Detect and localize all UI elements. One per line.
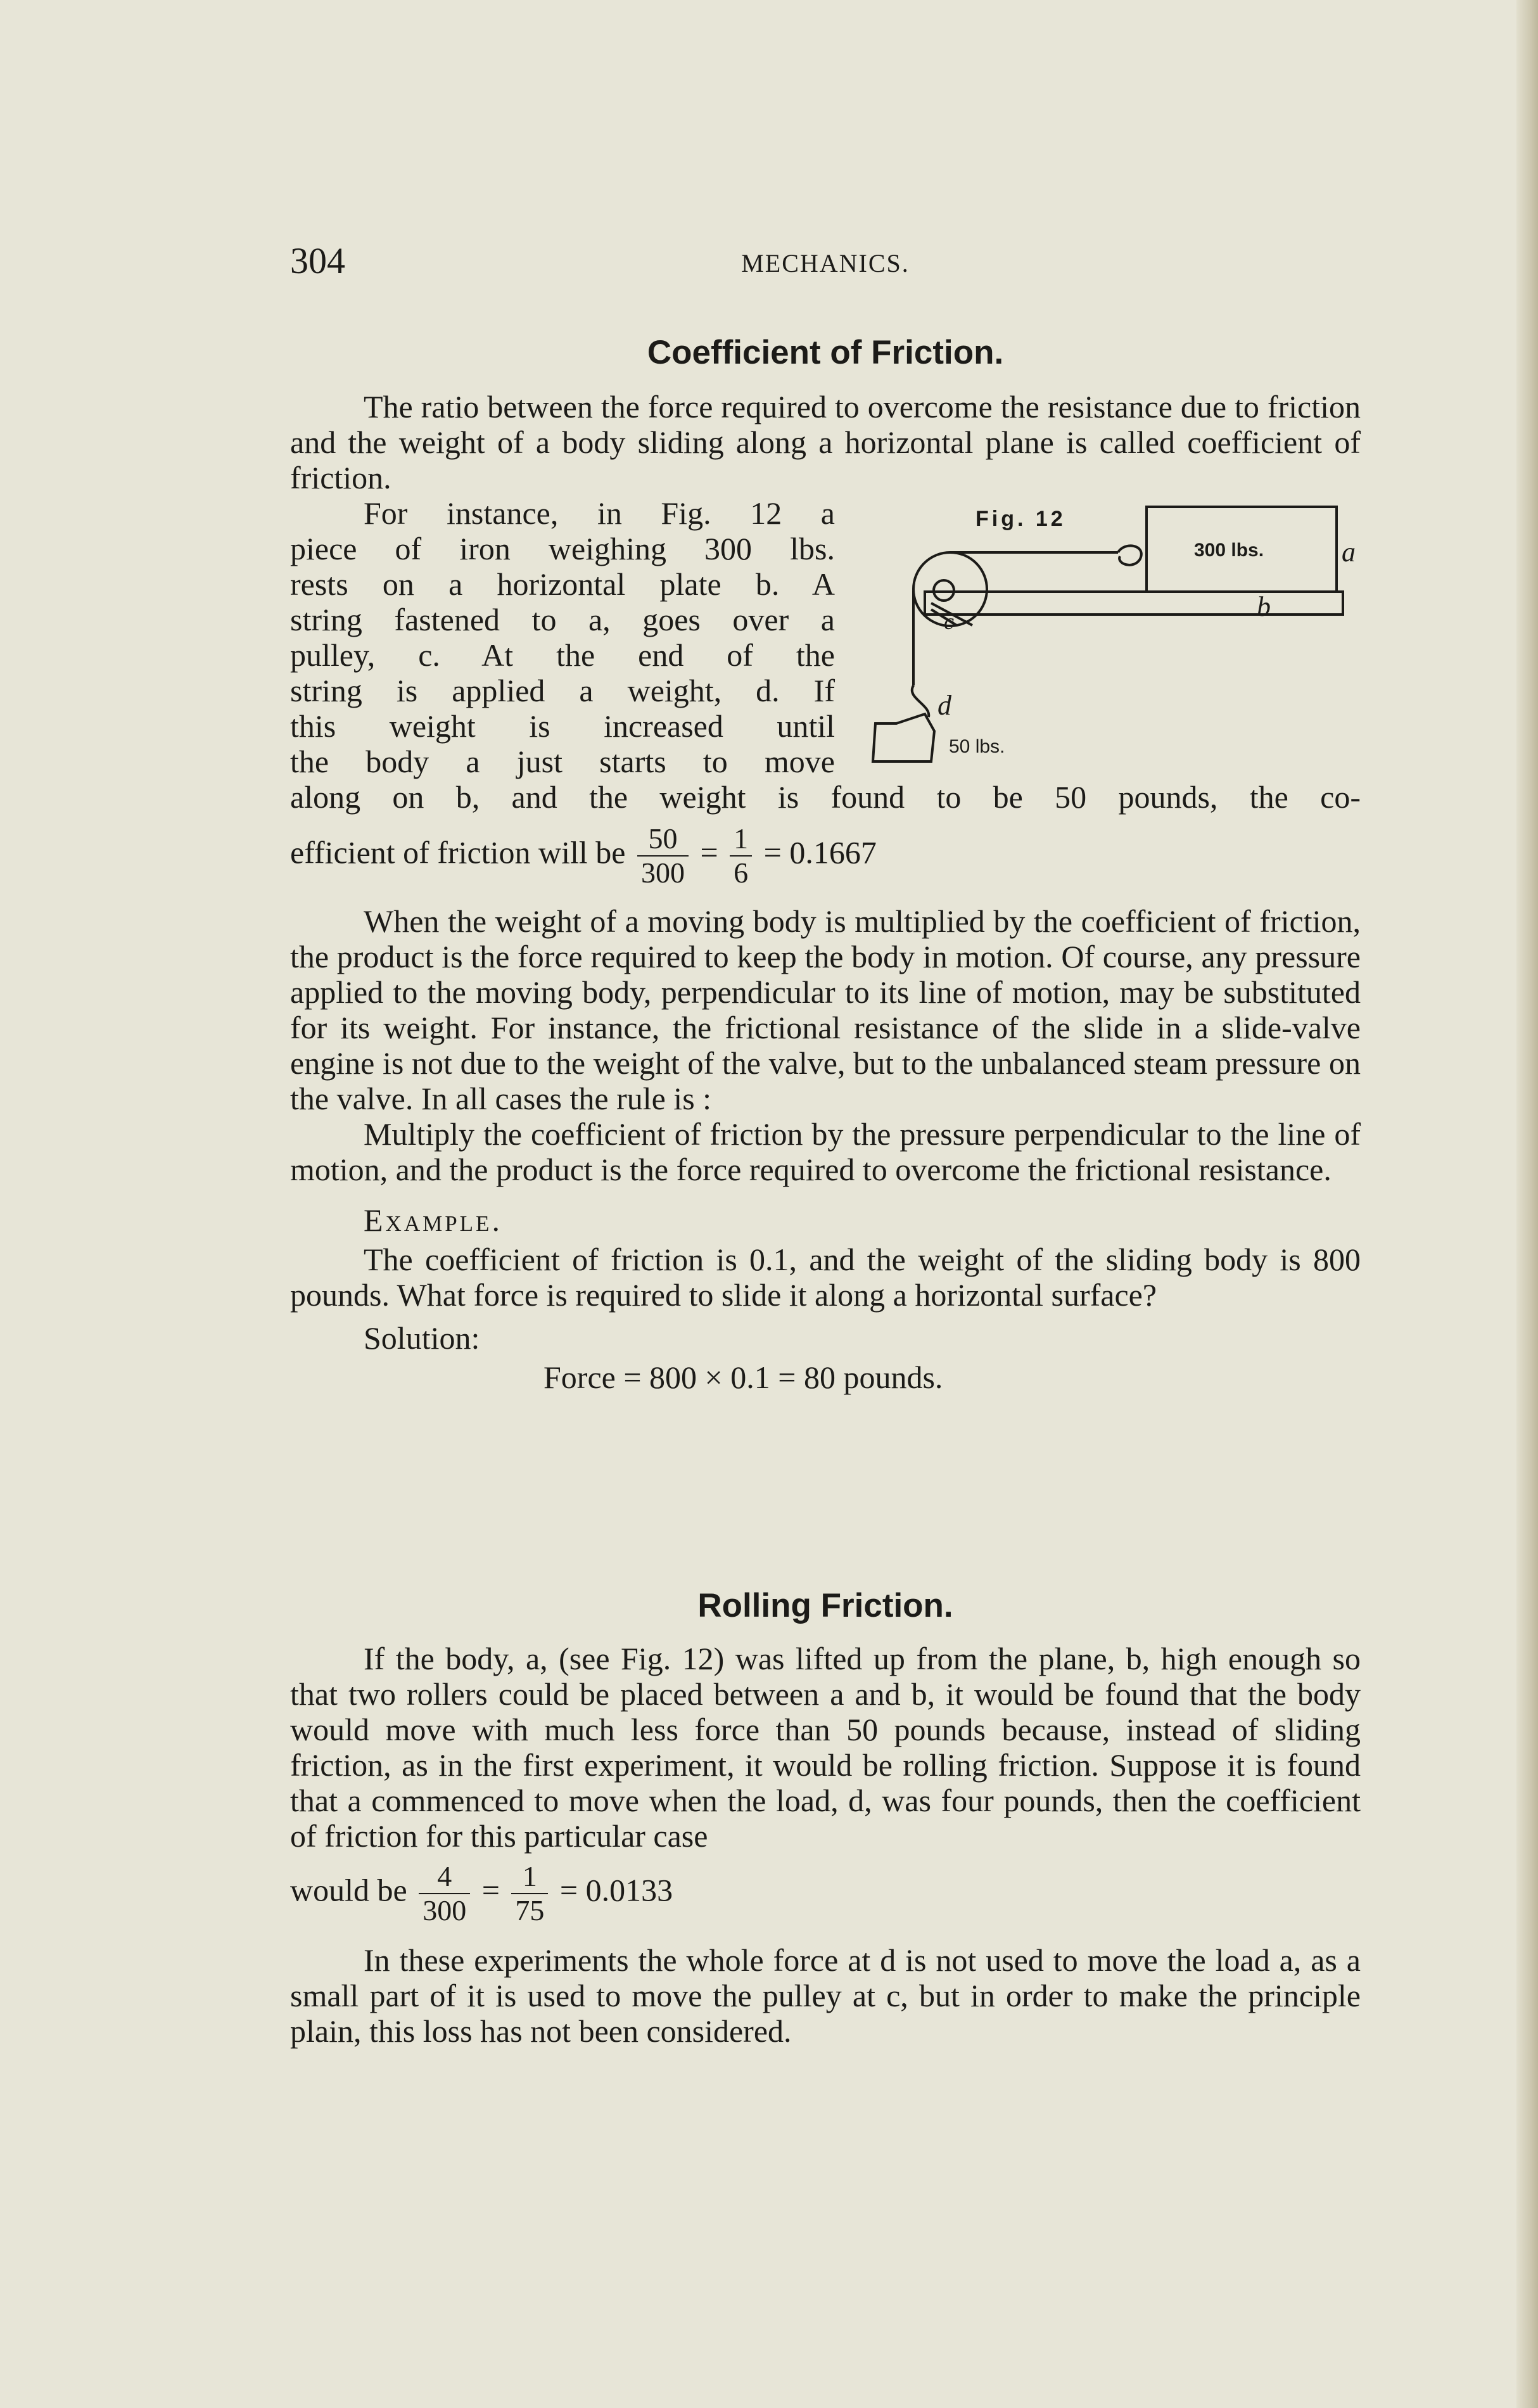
label-b: b <box>1257 591 1271 622</box>
equals-sign: = <box>481 1872 500 1908</box>
weight-d <box>873 714 934 761</box>
equation-result: = 0.1667 <box>763 834 877 870</box>
example-label: Example. <box>364 1202 502 1238</box>
section2-body <box>290 1641 1361 2049</box>
weight-label: 50 lbs. <box>949 736 1005 757</box>
solution-equation: Force = 800 × 0.1 = 80 pounds. <box>543 1360 943 1395</box>
wrap-line: string fastened to a, goes over a <box>290 602 835 637</box>
label-a: a <box>1342 537 1356 568</box>
fraction-4-300 <box>419 1860 470 1927</box>
paragraph-continuation: along on b, and the weight is found to be 50 pounds, the co- <box>290 779 1361 815</box>
paragraph-ratio: The ratio between the force required to overcome the resistance due to friction and the weight of a body sliding along a horizontal plane is called coefficient of friction. <box>290 389 1361 495</box>
page-edge <box>1516 0 1538 2408</box>
equation-result: = 0.0133 <box>559 1872 673 1908</box>
label-d: d <box>937 690 951 721</box>
wrap-line: pulley, c. At the end of the <box>290 637 835 673</box>
fraction-denominator: 6 <box>734 857 749 889</box>
wrap-line: the body a just starts to move <box>290 744 835 779</box>
wrap-line: this weight is increased until <box>290 708 835 744</box>
solution-label: Solution: <box>364 1320 480 1356</box>
fraction-1-75 <box>511 1860 548 1927</box>
section-title-coefficient: Coefficient of Friction. <box>647 334 1004 371</box>
intro-paragraph <box>290 389 1361 495</box>
string-hook <box>1118 545 1141 564</box>
fraction-numerator: 1 <box>730 822 752 857</box>
fraction-denominator: 75 <box>515 1894 545 1927</box>
wrap-line: string is applied a weight, d. If <box>290 673 835 708</box>
paragraph-rule: Multiply the coefficient of friction by the pressure perpendicular to the line of motion, and the product is the force required to overcome the frictional resistance. <box>290 1116 1361 1187</box>
paragraph-rolling: If the body, a, (see Fig. 12) was lifted up from the plane, b, high enough so that two rollers could be placed between a and b, it would be found that the body would move with much less force than 50 pounds because, instead of sliding friction, as in the first experiment, it would be rolling friction. Suppose it is found that a commenced to move when the load, d, was four pounds, then the coefficient of friction for this particular case <box>290 1641 1361 1854</box>
figure-12 <box>868 495 1362 774</box>
equation-prefix: efficient of friction will be <box>290 834 626 870</box>
wrap-line: piece of iron weighing 300 lbs. <box>290 531 835 566</box>
equation-sliding <box>290 822 1361 889</box>
figure-title: Fig. 12 <box>976 507 1066 531</box>
section1-body <box>290 779 1361 1395</box>
paragraph-example: The coefficient of friction is 0.1, and the weight of the sliding body is 800 pounds. What force is required to slide it along a horizontal surface? <box>290 1242 1361 1313</box>
fraction-numerator: 1 <box>511 1860 548 1894</box>
figure-wrap-text <box>290 495 835 779</box>
fraction-50-300 <box>637 822 689 889</box>
wrap-line: rests on a horizontal plate b. A <box>290 566 835 602</box>
page-header <box>290 239 1361 290</box>
fraction-numerator: 4 <box>419 1860 470 1894</box>
wrap-line: For instance, in Fig. 12 a <box>364 495 835 531</box>
paragraph-moving-body: When the weight of a moving body is multiplied by the coefficient of friction, the product is the force required to keep the body in motion. Of course, any pressure applied to the moving body, perpendicular to its line of motion, may be substituted for its weight. For instance, the frictional resistance of the slide in a slide-valve engine is not due to the weight of the valve, but to the unbalanced steam pressure on the valve. In all cases the rule is : <box>290 903 1361 1116</box>
running-head: MECHANICS. <box>741 249 910 277</box>
equation-rolling <box>290 1860 1361 1927</box>
block-label: 300 lbs. <box>1194 540 1264 561</box>
page-number: 304 <box>290 240 345 281</box>
fraction-numerator: 50 <box>637 822 689 857</box>
section-title-rolling: Rolling Friction. <box>697 1587 953 1624</box>
label-c: c <box>944 609 954 634</box>
equation-prefix: would be <box>290 1872 407 1908</box>
fraction-denominator: 300 <box>640 857 685 889</box>
fraction-1-6 <box>730 822 752 889</box>
paragraph-experiments: In these experiments the whole force at d is not used to move the load a, as a small part of it is used to move the pulley at c, but in order to make the principle plain, this loss has not been considered. <box>290 1942 1361 2049</box>
equals-sign: = <box>700 834 718 870</box>
pulley-diagram <box>868 495 1362 774</box>
fraction-denominator: 300 <box>423 1894 467 1927</box>
